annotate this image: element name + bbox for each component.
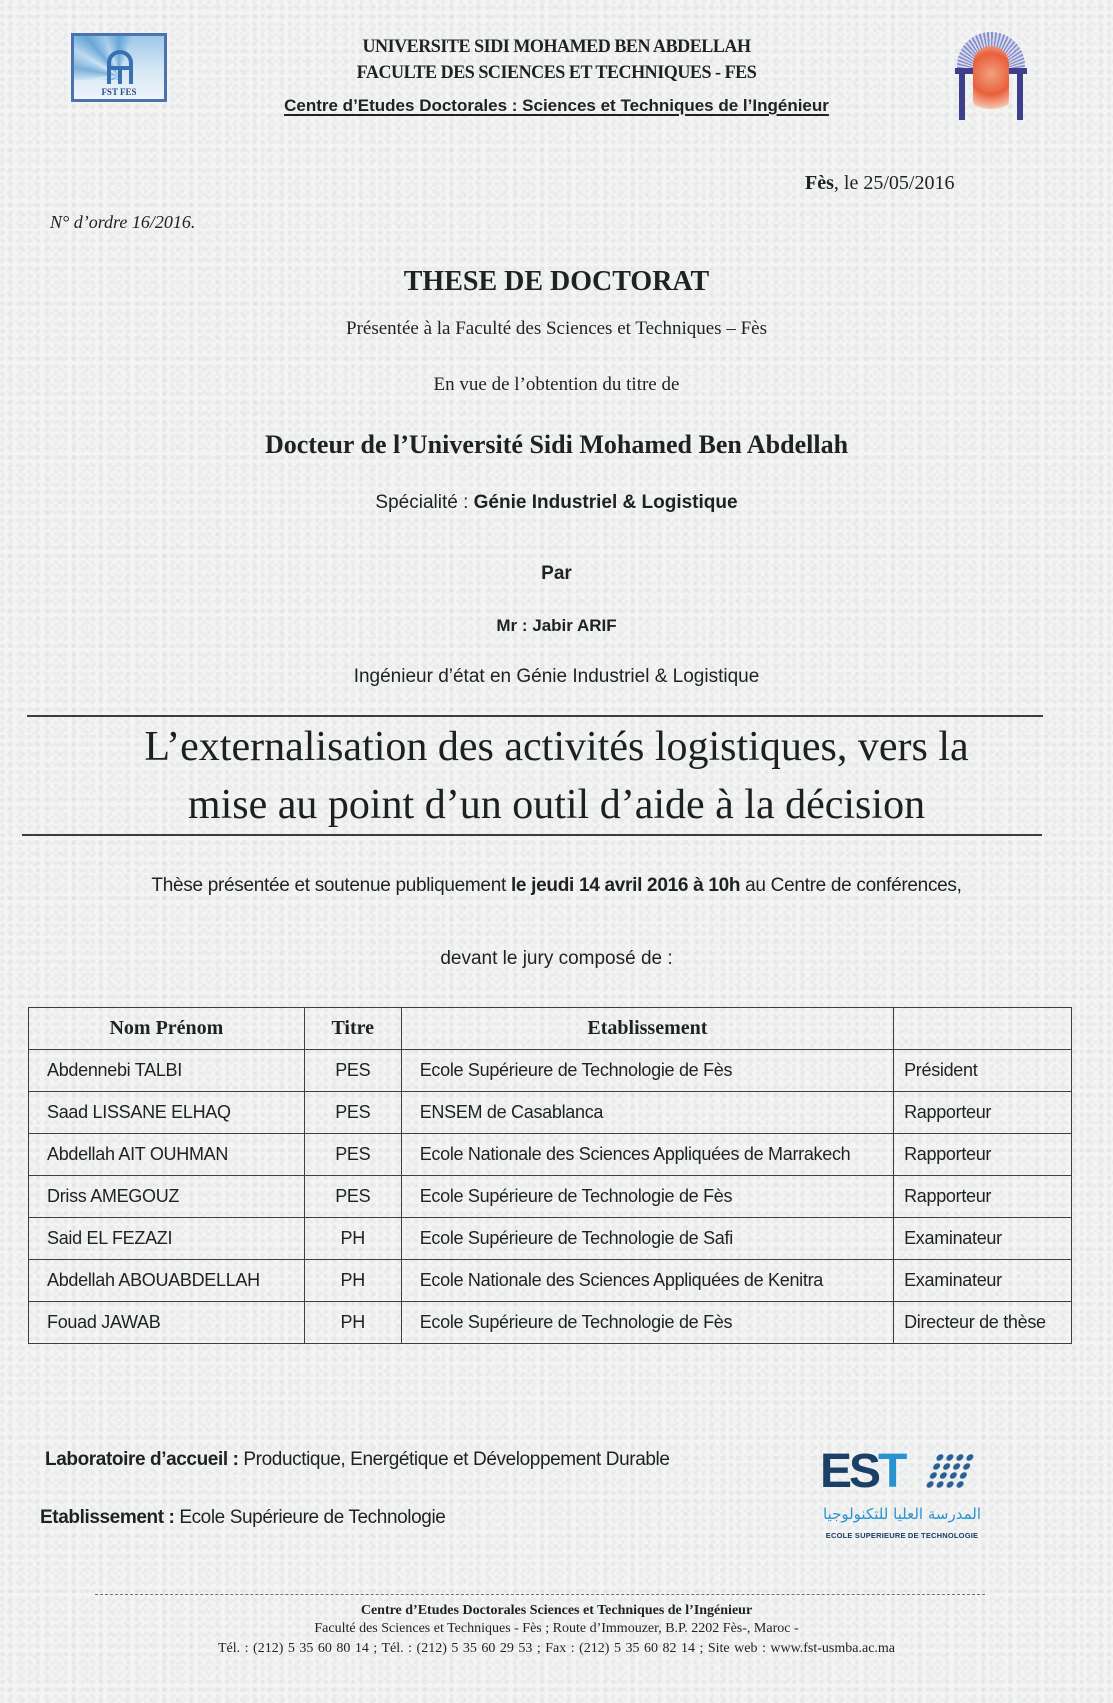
establishment-value: Ecole Supérieure de Technologie — [179, 1507, 446, 1528]
presented-at: Présentée à la Faculté des Sciences et Techniques – Fès — [346, 318, 767, 339]
member-name: Abdellah ABOUABDELLAH — [29, 1260, 305, 1302]
footer-address: Faculté des Sciences et Techniques - Fès ; Route d’Immouzer, B.P. 2202 Fès-, Maroc - — [314, 1621, 799, 1636]
specialty-value: Génie Industriel & Logistique — [473, 492, 738, 513]
member-role: Président — [894, 1050, 1072, 1092]
lab-value: Productique, Energétique et Développement Durable — [243, 1449, 670, 1470]
defense-suffix: au Centre de conférences, — [740, 875, 962, 896]
member-institution: Ecole Nationale des Sciences Appliquées de Marrakech — [401, 1134, 893, 1176]
faculty-name: FACULTE DES SCIENCES ET TECHNIQUES - FES — [356, 62, 757, 83]
member-title: PES — [304, 1092, 401, 1134]
est-dots-icon — [923, 1453, 976, 1489]
title-rule-top — [27, 715, 1043, 717]
author-title: Ingénieur d’état en Génie Industriel & Logistique — [353, 666, 760, 687]
lab-label: Laboratoire d’accueil : — [45, 1449, 244, 1470]
thesis-type: THESE DE DOCTORAT — [403, 266, 710, 297]
defense-statement — [0, 875, 1113, 897]
author-name: Jabir ARIF — [532, 616, 617, 635]
member-role: Rapporteur — [894, 1134, 1072, 1176]
est-wordmark-es: ES — [820, 1445, 879, 1498]
table-row — [29, 1050, 1072, 1092]
member-name: Abdennebi TALBI — [29, 1050, 305, 1092]
dissertation-title-line1: L’externalisation des activités logistiques, vers la — [144, 724, 969, 770]
defense-date: le jeudi 14 avril 2016 à 10h — [510, 875, 741, 896]
date-city: Fès — [805, 172, 834, 194]
member-name: Driss AMEGOUZ — [29, 1176, 305, 1218]
specialty-label: Spécialité : — [375, 492, 474, 513]
footer-center-name: Centre d’Etudes Doctorales Sciences et Techniques de l’Ingénieur — [360, 1603, 753, 1618]
est-arabic-name: المدرسة العليا للتكنولوجيا — [822, 1505, 982, 1523]
defense-prefix: Thèse présentée et soutenue publiquement — [151, 875, 511, 896]
member-role: Examinateur — [894, 1218, 1072, 1260]
member-role: Examinateur — [894, 1260, 1072, 1302]
member-institution: Ecole Supérieure de Technologie de Fès — [401, 1302, 893, 1344]
author — [0, 616, 1113, 636]
member-role: Rapporteur — [894, 1092, 1072, 1134]
jury-table — [28, 1007, 1072, 1344]
member-title: PES — [304, 1050, 401, 1092]
by-label: Par — [541, 563, 572, 584]
member-institution: Ecole Nationale des Sciences Appliquées de Kenitra — [401, 1260, 893, 1302]
obtain-line: En vue de l’obtention du titre de — [433, 374, 680, 395]
title-rule-bottom — [22, 834, 1042, 836]
member-name: Fouad JAWAB — [29, 1302, 305, 1344]
member-institution: ENSEM de Casablanca — [401, 1092, 893, 1134]
est-logo — [812, 1447, 992, 1547]
jury-intro: devant le jury composé de : — [440, 948, 673, 969]
member-title: PES — [304, 1176, 401, 1218]
est-wordmark-t: T — [878, 1445, 905, 1498]
header-role — [894, 1008, 1072, 1050]
member-role: Rapporteur — [894, 1176, 1072, 1218]
table-row — [29, 1218, 1072, 1260]
member-name: Abdellah AIT OUHMAN — [29, 1134, 305, 1176]
header-institution: Etablissement — [401, 1008, 893, 1050]
est-subtitle: ECOLE SUPERIEURE DE TECHNOLOGIE — [825, 1531, 979, 1540]
author-prefix: Mr : — [496, 616, 533, 635]
date-line — [805, 172, 954, 195]
university-name: UNIVERSITE SIDI MOHAMED BEN ABDELLAH — [362, 36, 751, 57]
establishment-label: Etablissement : — [40, 1507, 180, 1528]
degree-title: Docteur de l’Université Sidi Mohamed Ben Abdellah — [264, 430, 849, 459]
logo-label: FST FES — [101, 87, 137, 97]
host-laboratory — [45, 1449, 670, 1471]
member-name: Saad LISSANE ELHAQ — [29, 1092, 305, 1134]
table-header-row — [29, 1008, 1072, 1050]
member-title: PH — [304, 1218, 401, 1260]
member-title: PH — [304, 1302, 401, 1344]
establishment — [40, 1507, 445, 1529]
doctoral-center: Centre d’Etudes Doctorales : Sciences et Techniques de l’Ingénieur — [284, 96, 829, 115]
dissertation-title-line2: mise au point d’un outil d’aide à la décision — [187, 782, 926, 828]
header-title: Titre — [304, 1008, 401, 1050]
est-wordmark — [820, 1447, 904, 1497]
table-row — [29, 1134, 1072, 1176]
member-institution: Ecole Supérieure de Technologie de Safi — [401, 1218, 893, 1260]
member-name: Said EL FEZAZI — [29, 1218, 305, 1260]
table-row — [29, 1176, 1072, 1218]
footer-contacts: Tél. : (212) 5 35 60 80 14 ; Tél. : (212) 5 35 60 29 53 ; Fax : (212) 5 35 60 82 14 ; Site web : www.fst-usmba.ac.ma — [217, 1641, 896, 1656]
member-institution: Ecole Supérieure de Technologie de Fès — [401, 1176, 893, 1218]
footer-divider — [95, 1594, 985, 1595]
header-name: Nom Prénom — [29, 1008, 305, 1050]
member-institution: Ecole Supérieure de Technologie de Fès — [401, 1050, 893, 1092]
table-row — [29, 1092, 1072, 1134]
member-title: PES — [304, 1134, 401, 1176]
order-number: N° d’ordre 16/2016. — [50, 212, 196, 232]
specialty — [0, 492, 1113, 514]
table-row — [29, 1260, 1072, 1302]
member-role: Directeur de thèse — [894, 1302, 1072, 1344]
table-row — [29, 1302, 1072, 1344]
date-value: , le 25/05/2016 — [833, 172, 955, 194]
member-title: PH — [304, 1260, 401, 1302]
dissertation-title — [0, 718, 1113, 834]
